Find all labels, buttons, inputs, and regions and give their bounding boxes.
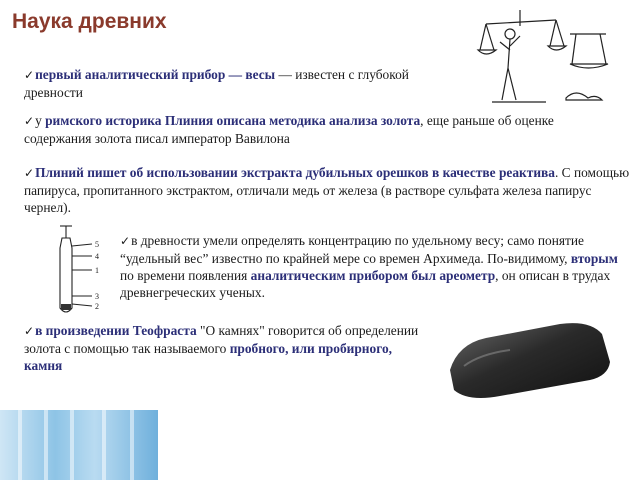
areometer-label: 3 (95, 292, 99, 301)
bullet-scales-text: — известен с глубокой древности (24, 67, 409, 100)
bullet-pliny-method (24, 112, 624, 147)
bullet-areometer (120, 232, 630, 301)
check-icon: ✓ (24, 114, 35, 128)
areometer-illustration (40, 224, 114, 318)
areometer-label: 5 (95, 240, 99, 249)
balance-scale-illustration (476, 6, 616, 108)
bullet-scales (24, 66, 444, 101)
bullet-reagent-text: . С помощью папируса, пропитанного экстрактом, отличали медь от железа (в растворе сульфата железа папирус чернел). (24, 165, 630, 215)
bullet-pliny-highlight: римского историка Плиния описана методика анализа золота (45, 113, 421, 128)
bullet-areometer-text1: в древности умели определять концентрацию по удельному весу; само понятие “удельный вес” известно по крайней мере со времен Архимеда. По-видимому, (120, 233, 584, 266)
bullet-theophrastus-highlight2: пробного, или пробирного, камня (24, 341, 392, 373)
check-icon: ✓ (24, 166, 35, 180)
bullet-pliny-reagent (24, 164, 634, 216)
bullet-pliny-text: , еще раньше об оценке содержания золота писал император Вавилона (24, 113, 554, 146)
check-icon: ✓ (24, 68, 35, 82)
bullet-reagent-highlight: Плиний пишет об использовании экстракта дубильных орешков в качестве реактива (35, 165, 555, 180)
bullet-areometer-text3: , он описан в трудах древнегреческих ученых. (120, 268, 611, 300)
bullet-areometer-highlight2: аналитическим прибором был ареометр (250, 268, 496, 283)
areometer-label: 2 (95, 302, 99, 311)
decorative-corner (0, 410, 158, 480)
bullet-areometer-text2: по времени появления (120, 268, 251, 283)
areometer-label: 1 (95, 266, 99, 275)
bullet-theophrastus (24, 322, 424, 374)
touchstone-image (440, 310, 620, 402)
bullet-scales-highlight: первый аналитический прибор — весы (35, 67, 276, 82)
areometer-label: 4 (95, 252, 99, 261)
bullet-theophrastus-highlight1: в произведении Теофраста (35, 323, 197, 338)
check-icon: ✓ (24, 324, 35, 338)
bullet-theophrastus-text: "О камнях" говорится об определении золота с помощью так называемого (24, 323, 419, 356)
check-icon: ✓ (120, 234, 131, 248)
page-title: Наука древних (12, 10, 167, 33)
bullet-pliny-prefix: у (35, 113, 46, 128)
bullet-areometer-highlight1: вторым (570, 251, 618, 266)
